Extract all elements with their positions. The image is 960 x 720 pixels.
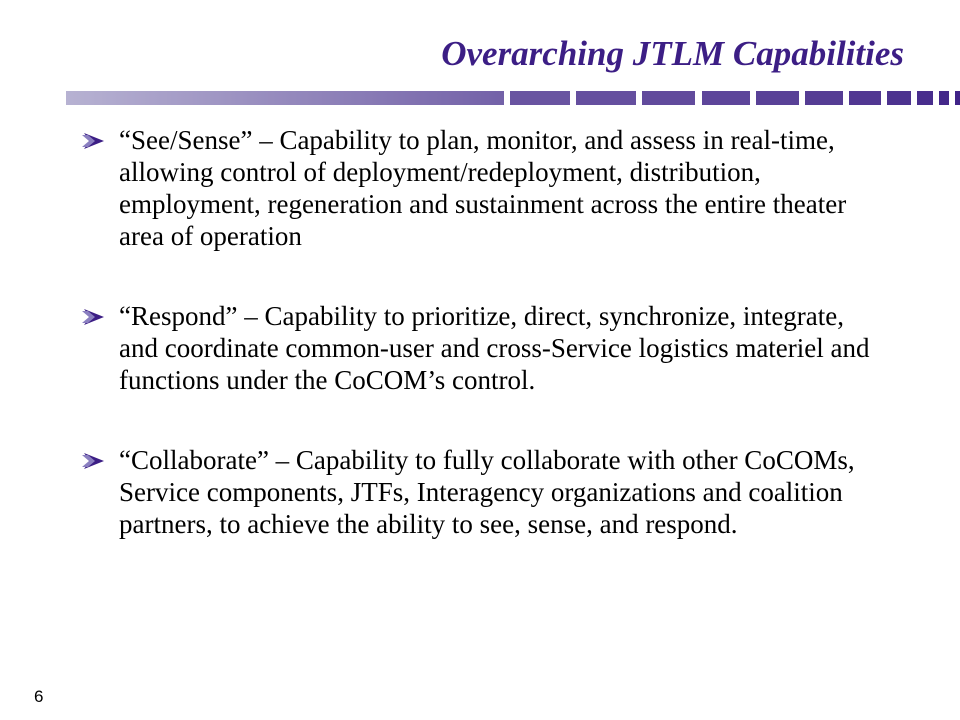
- title-bar-segment: [576, 91, 636, 105]
- bullet-item-see-sense: [82, 124, 882, 252]
- title-bar-segment: [805, 91, 843, 105]
- slide-title: Overarching JTLM Capabilities: [441, 34, 904, 73]
- title-bar-segment: [887, 91, 911, 105]
- arrow-chevron-icon: [82, 308, 106, 326]
- title-bar-segment: [939, 91, 949, 105]
- title-underline-bar: [66, 91, 960, 105]
- title-bar-segment: [702, 91, 750, 105]
- bullet-text: “Respond” – Capability to prioritize, direct, synchronize, integrate, and coordinate common-user and cross-Service logistics materiel and functions under the CoCOM’s control.: [119, 301, 870, 395]
- title-bar-segment: [642, 91, 695, 105]
- page-number: 6: [34, 687, 44, 706]
- title-bar-segment: [510, 91, 570, 105]
- title-bar-segment: [849, 91, 881, 105]
- arrow-chevron-icon: [82, 452, 106, 470]
- bullet-item-collaborate: [82, 444, 882, 540]
- arrow-chevron-icon: [82, 132, 106, 150]
- title-bar-segment: [917, 91, 933, 105]
- title-bar-segment: [756, 91, 799, 105]
- title-bar-segment: [955, 91, 960, 105]
- bullet-list: [82, 124, 882, 540]
- bullet-item-respond: [82, 300, 882, 396]
- title-bar-segment: [66, 91, 504, 105]
- bullet-text: “See/Sense” – Capability to plan, monitor, and assess in real-time, allowing control of deployment/redeployment, distribution, employment, regeneration and sustainment across the entire theater area of operation: [119, 125, 847, 251]
- bullet-text: “Collaborate” – Capability to fully collaborate with other CoCOMs, Service components, JTFs, Interagency organizations and coalition partners, to achieve the ability to see, sense, and respond.: [119, 445, 855, 539]
